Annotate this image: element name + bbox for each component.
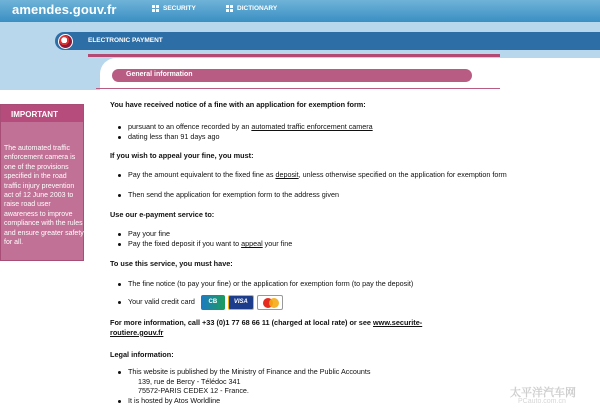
bullet [118,136,121,139]
list-item: Pay your fine [128,229,170,238]
mastercard-icon [257,295,283,310]
list-item: The fine notice (to pay your fine) or the application for exemption form (to pay the deposit) [128,279,414,288]
list-item: Then send the application for exemption form to the address given [128,190,339,199]
deposit-link[interactable]: deposit [275,170,299,179]
list-item: This website is published by the Ministry of Finance and the Public Accounts 139, rue de Bercy - Télédoc 341 75572-PARIS CEDEX 12 - France. [128,367,371,396]
bullet [118,283,121,286]
list-item: dating less than 91 days ago [128,132,220,141]
bullet [118,194,121,197]
grid-icon [152,5,155,8]
securite-routiere-link[interactable]: www.securite- [373,318,423,327]
bullet [118,400,121,403]
appeal-heading: If you wish to appeal your fine, you must: [110,151,254,160]
nav-security[interactable] [152,5,196,12]
nav-security-label: SECURITY [163,5,196,12]
site-logo[interactable]: amendes.gouv.fr [12,2,117,17]
more-info: For more information, call +33 (0)1 77 68 66 11 (charged at local rate) or see www.securite- routiere.gouv.fr [110,318,423,337]
cb-card-icon: CB [201,295,225,310]
epay-heading: Use our e-payment service to: [110,210,215,219]
securite-routiere-link[interactable]: routiere.gouv.fr [110,327,164,337]
bullet [118,301,121,304]
sidebar-header [1,105,83,122]
bullet [118,243,121,246]
page-title: ELECTRONIC PAYMENT [88,37,163,44]
divider [88,54,500,57]
list-item: pursuant to an offence recorded by an automated traffic enforcement camera [128,122,373,131]
list-item: It is hosted by Atos Worldline [128,396,221,405]
intro-heading: You have received notice of a fine with an application for exemption form: [110,100,366,109]
important-sidebar [0,104,84,261]
grid-icon [226,5,229,8]
tab-general-information-label: General information [126,71,193,78]
list-item: Pay the amount equivalent to the fixed fine as deposit, unless otherwise specified on the application for exemption form [128,170,507,179]
bullet [118,371,121,374]
appeal-link[interactable]: appeal [241,239,263,248]
bullet [118,126,121,129]
nav-dictionary[interactable] [226,5,277,12]
sidebar-text: The automated traffic enforcement camera is one of the provisions specified in the road traffic injury prevention act of 12 June 2003 to raise road user awareness to improve compliance with the rules and ensure greater safety for all. [4,145,84,247]
bullet [118,233,121,236]
nav-dictionary-label: DICTIONARY [237,5,278,12]
watermark-url: PCauto.com.cn [518,398,566,405]
divider [96,88,500,89]
visa-card-icon: VISA [228,295,254,310]
camera-link[interactable]: automated traffic enforcement camera [251,122,373,131]
bullet [118,174,121,177]
legal-heading: Legal information: [110,350,174,359]
list-item: Your valid credit card CB VISA [128,292,508,311]
top-bar [0,0,600,22]
list-item: Pay the fixed deposit if you want to appeal your fine [128,239,293,248]
sidebar-title: IMPORTANT [11,110,58,119]
requirements-heading: To use this service, you must have: [110,259,233,268]
target-icon [58,34,73,49]
watermark-text: 太平洋汽车网 [510,387,576,399]
